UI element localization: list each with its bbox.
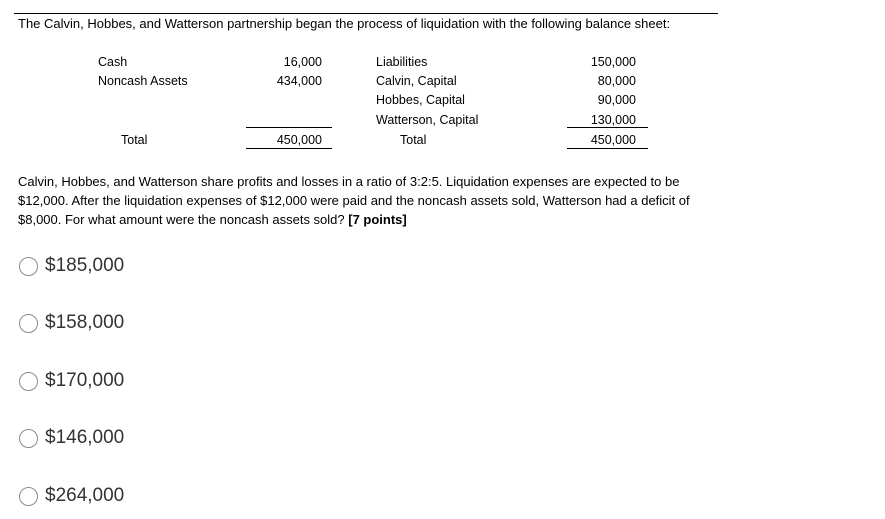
question-text xyxy=(18,172,718,229)
assets-total-label: Total xyxy=(121,133,148,147)
equity-amount-calvin: 80,000 xyxy=(597,74,636,88)
top-divider xyxy=(14,13,718,14)
radio-button-icon[interactable] xyxy=(19,429,38,448)
asset-label-noncash: Noncash Assets xyxy=(98,74,188,88)
question-body: Calvin, Hobbes, and Watterson share profits and losses in a ratio of 3:2:5. Liquidation expenses are expected to be $12,000. After the liquidation expenses of $12,000 were paid and the noncash assets sold, Watterson had a deficit of $8,000. For what amount were the noncash assets sold? xyxy=(18,174,690,227)
asset-amount-cash: 16,000 xyxy=(283,55,322,69)
choice-label: $170,000 xyxy=(45,370,125,391)
equities-total-rule xyxy=(567,148,648,149)
equity-label-liabilities: Liabilities xyxy=(376,55,428,69)
choice-option-5[interactable] xyxy=(19,484,124,508)
assets-total-amount: 450,000 xyxy=(276,133,322,147)
choice-option-2[interactable] xyxy=(19,311,124,335)
assets-total-rule xyxy=(246,148,332,149)
choice-label: $185,000 xyxy=(45,255,125,276)
asset-amount-noncash: 434,000 xyxy=(276,74,322,88)
radio-button-icon[interactable] xyxy=(19,314,38,333)
asset-label-cash: Cash xyxy=(98,55,128,69)
choice-label: $146,000 xyxy=(45,427,125,448)
equity-amount-liabilities: 150,000 xyxy=(590,55,636,69)
choice-label: $264,000 xyxy=(45,485,125,506)
intro-text: The Calvin, Hobbes, and Watterson partnership began the process of liquidation with the following balance sheet: xyxy=(18,16,671,31)
equity-label-hobbes: Hobbes, Capital xyxy=(376,93,465,107)
equity-amount-hobbes: 90,000 xyxy=(597,93,636,107)
choice-option-1[interactable] xyxy=(19,254,124,278)
radio-button-icon[interactable] xyxy=(19,487,38,506)
radio-button-icon[interactable] xyxy=(19,257,38,276)
equity-label-watterson: Watterson, Capital xyxy=(376,113,479,127)
equity-amount-watterson: 130,000 xyxy=(590,113,636,127)
equities-total-label: Total xyxy=(400,133,427,147)
choice-option-3[interactable] xyxy=(19,369,124,393)
assets-sum-rule xyxy=(246,127,332,128)
equities-total-amount: 450,000 xyxy=(590,133,636,147)
question-points: [7 points] xyxy=(348,212,407,227)
equities-sum-rule xyxy=(567,127,648,128)
radio-button-icon[interactable] xyxy=(19,372,38,391)
choice-option-4[interactable] xyxy=(19,426,124,450)
equity-label-calvin: Calvin, Capital xyxy=(376,74,457,88)
choice-label: $158,000 xyxy=(45,312,125,333)
